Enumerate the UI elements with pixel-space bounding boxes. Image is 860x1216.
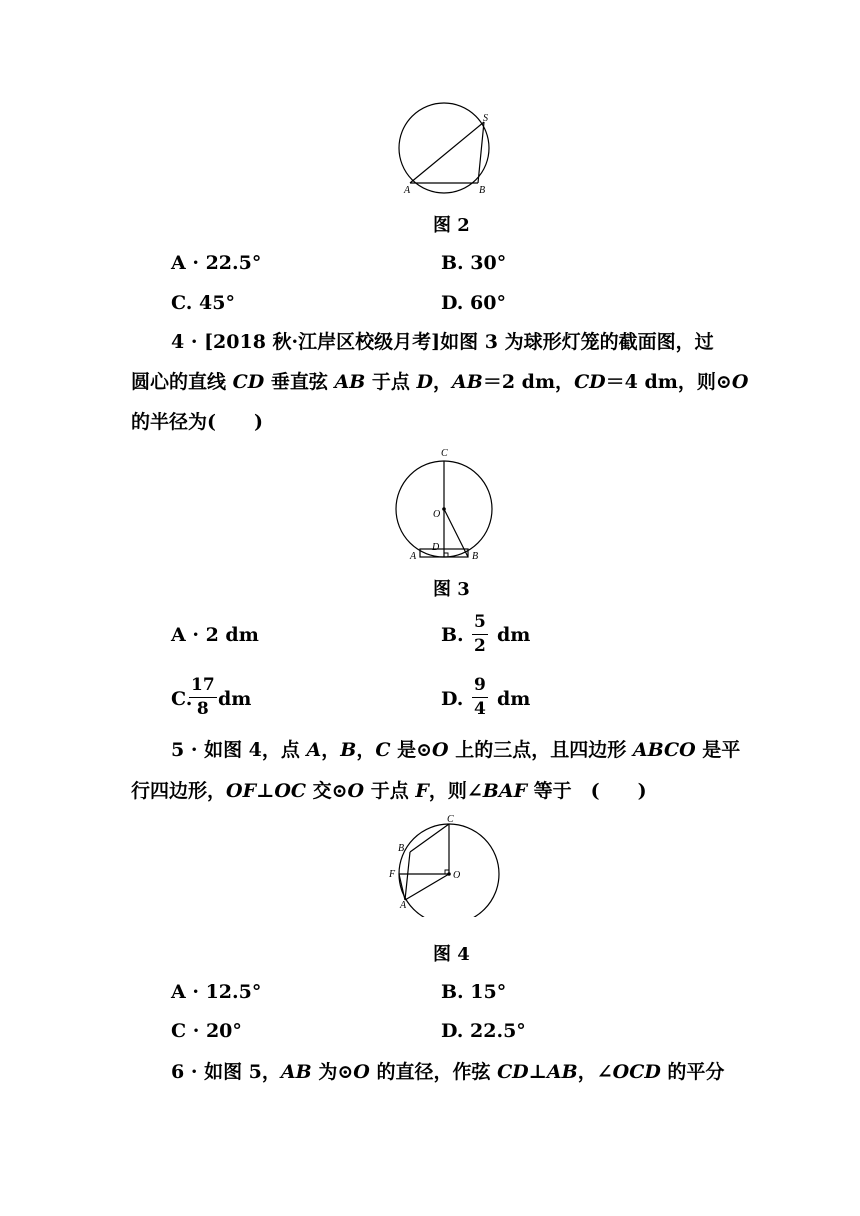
q3-option-b: B. 30° xyxy=(441,252,507,274)
fig4-label-c: C xyxy=(447,814,454,825)
q4-option-c-unit: dm xyxy=(218,688,252,710)
q5-option-d: D. 22.5° xyxy=(441,1020,526,1042)
fig4-caption: 图 4 xyxy=(433,944,470,965)
q4-option-d-unit: dm xyxy=(497,688,531,710)
fig2-label-b: B xyxy=(479,185,486,196)
q5-stem-line1: 5 · 如图 4，点 A，B，C 是⊙O 上的三点，且四边形 ABCO 是平 xyxy=(171,739,741,761)
fig3-label-d: D xyxy=(432,542,440,553)
q3-option-a: A · 22.5° xyxy=(171,252,262,274)
q4-option-d-denominator: 4 xyxy=(474,699,486,719)
q4-option-c-fraction xyxy=(189,677,217,718)
fig3-caption: 图 3 xyxy=(433,579,470,600)
q4-option-b-prefix: B. xyxy=(441,624,464,646)
q4-option-b-unit: dm xyxy=(497,624,531,646)
q4-stem-line1: 4 · [2018 秋·江岸区校级月考]如图 3 为球形灯笼的截面图，过 xyxy=(171,331,714,353)
q4-option-d-fraction xyxy=(472,677,488,718)
q3-option-c: C. 45° xyxy=(171,292,235,314)
q4-option-b-fraction xyxy=(472,614,488,655)
fig2-label-s: S xyxy=(483,113,488,124)
fig3-label-a: A xyxy=(410,551,417,562)
fig4-label-f: F xyxy=(389,869,396,880)
fig3-label-b: B xyxy=(472,551,479,562)
fig4-label-a: A xyxy=(400,900,407,911)
fig4-label-o: O xyxy=(453,870,461,881)
q5-stem-line2: 行四边形，OF⊥OC 交⊙O 于点 F，则∠BAF 等于 ( ) xyxy=(131,780,647,802)
q4-stem-line3: 的半径为( ) xyxy=(131,411,263,433)
q6-stem-line1: 6 · 如图 5，AB 为⊙O 的直径，作弦 CD⊥AB，∠OCD 的平分 xyxy=(171,1061,725,1083)
q4-option-b-numerator: 5 xyxy=(472,614,488,635)
q3-option-d: D. 60° xyxy=(441,292,506,314)
figure-3 xyxy=(390,440,500,570)
q4-stem-line2: 圆心的直线 CD 垂直弦 AB 于点 D，AB＝2 dm，CD＝4 dm，则⊙O xyxy=(131,371,749,393)
q4-option-c-prefix: C. xyxy=(171,688,193,710)
q4-option-c-numerator: 17 xyxy=(189,677,217,698)
q5-option-a: A · 12.5° xyxy=(171,981,262,1003)
q4-option-c-denominator: 8 xyxy=(196,699,209,719)
q4-option-d-prefix: D. xyxy=(441,688,464,710)
fig3-label-o: O xyxy=(433,509,441,520)
q4-option-b-denominator: 2 xyxy=(474,636,486,656)
fig3-label-c: C xyxy=(441,448,448,459)
figure-2 xyxy=(390,98,500,198)
fig4-label-b: B xyxy=(398,843,405,854)
q4-option-a: A · 2 dm xyxy=(171,624,259,646)
fig2-label-a: A xyxy=(404,185,411,196)
figure-4 xyxy=(385,812,510,917)
fig2-caption: 图 2 xyxy=(433,215,470,236)
q5-option-b: B. 15° xyxy=(441,981,507,1003)
q4-option-d-numerator: 9 xyxy=(472,677,488,698)
q5-option-c: C · 20° xyxy=(171,1020,242,1042)
